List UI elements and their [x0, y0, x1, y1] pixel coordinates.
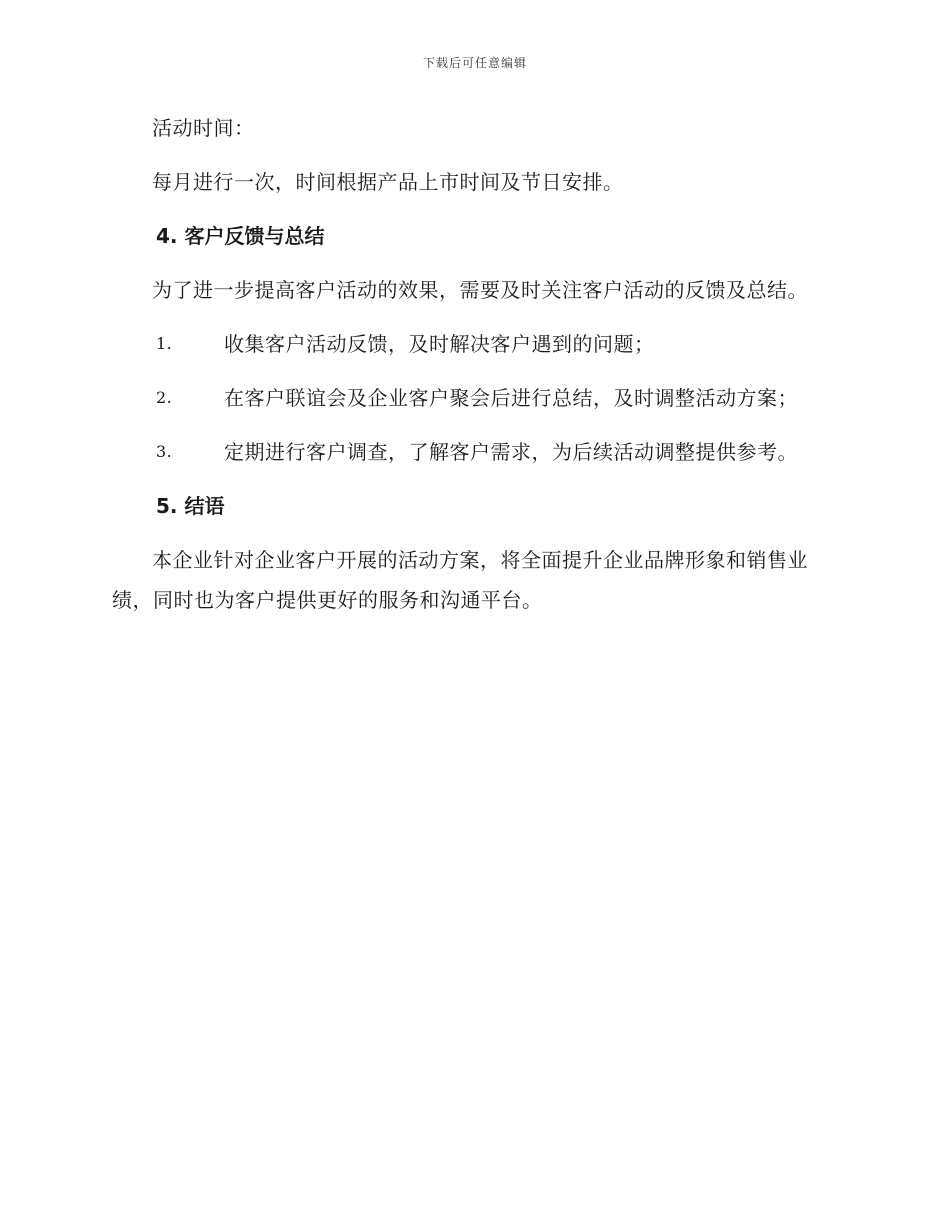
list-item-number: 2.: [156, 388, 173, 407]
list-item-number: 1.: [156, 334, 173, 353]
list-item-text: 收集客户活动反馈，及时解决客户遇到的问题；: [224, 332, 655, 356]
list-item: [112, 432, 832, 472]
paragraph-activity-time-label: 活动时间：: [152, 116, 255, 140]
list-item: [112, 378, 832, 418]
section-heading-conclusion: 5. 结语: [156, 494, 225, 518]
document-body: [112, 108, 832, 634]
list-item-number: 3.: [156, 442, 173, 461]
section-heading-feedback: 4. 客户反馈与总结: [156, 224, 325, 248]
header-note: 下载后可任意编辑: [422, 56, 527, 70]
list-item-text: 定期进行客户调查，了解客户需求，为后续活动调整提供参考。: [224, 440, 798, 464]
paragraph-activity-schedule: 每月进行一次，时间根据产品上市时间及节日安排。: [152, 170, 624, 194]
list-item: [112, 324, 832, 364]
list-item-text: 在客户联谊会及企业客户聚会后进行总结，及时调整活动方案；: [224, 386, 798, 410]
paragraph-feedback-intro: 为了进一步提高客户活动的效果，需要及时关注客户活动的反馈及总结。: [152, 278, 808, 302]
paragraph-conclusion: 本企业针对企业客户开展的活动方案，将全面提升企业品牌形象和销售业绩，同时也为客户提供更好的服务和沟通平台。: [112, 548, 808, 612]
